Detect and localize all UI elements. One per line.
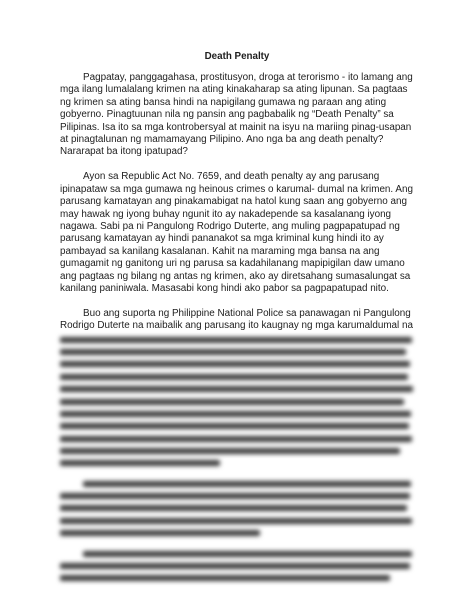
blurred-line (60, 518, 412, 524)
blurred-line (60, 460, 220, 466)
blurred-line (83, 481, 411, 487)
blurred-line (60, 399, 404, 405)
paragraph-1: Pagpatay, panggagahasa, prostitusyon, droga at terorismo - ito lamang ang mga ilang lumalalang krimen na ating kinakaharap sa ating lipunan. Sa pagtaas ng krimen sa ating bansa hindi na napigilang gumawa ng paraan ang ating gobyerno. Pinagtuunan nila ng pansin ang pagbabalik ng “Death Penalty” sa Pilipinas. Isa ito sa mga kontrobersyal at mainit na isyu na mariing pinag-usapan at pinagtalunan ng mamamayang Pilipino. Ano nga ba ang death penalty? Nararapat ba itong ipatupad? (60, 72, 413, 158)
paragraph-2: Ayon sa Republic Act No. 7659, and death penalty ay ang parusang ipinapataw sa mga gumawa ng heinous crimes o karumal- dumal na krimen. Ang parusang kamatayan ang pinakamabigat na hatol kung saan ang gobyerno ang may hawak ng iyong buhay ngunit ito ay nakadepende sa kasalanang iyong nagawa. Sabi pa ni Pangulong Rodrigo Duterte, ang muling pagpapatupad ng parusang kamatayan ay hindi pananakot sa mga kriminal kung hindi ito ay pambayad sa kanilang kasalanan. Kahit na maraming mga bansa na ang gumagamit ng ganitong uri ng parusa sa kadahilanang mapipigilan daw umano ang pagtaas ng bilang ng antas ng krimen, ako ay diretsahang sumasalungat sa kanilang paniniwala. Masasabi kong hindi ako pabor sa pagpapatupad nito. (60, 171, 413, 294)
blurred-line (60, 361, 410, 367)
blurred-line (60, 575, 390, 581)
blurred-line (60, 411, 411, 417)
blurred-line (60, 530, 260, 536)
blurred-line (60, 493, 410, 499)
blurred-line (60, 386, 413, 392)
blurred-line (60, 423, 409, 429)
blurred-text-lines (60, 333, 415, 583)
document-body (60, 72, 415, 583)
blurred-line (60, 349, 406, 355)
blurred-line (60, 374, 408, 380)
blurred-preview-region (60, 333, 415, 583)
blurred-line (60, 337, 412, 343)
blurred-line (60, 436, 412, 442)
blurred-line (60, 563, 410, 569)
blurred-line (60, 448, 400, 454)
blurred-line (83, 551, 412, 557)
paragraph-3-opening: Buo ang suporta ng Philippine National Police sa panawagan ni Pangulong Rodrigo Duterte na maibalik ang parusang ito kaugnay ng mga karumaldumal na (60, 307, 413, 332)
document-title: Death Penalty (204, 51, 270, 62)
blurred-line (60, 505, 407, 511)
